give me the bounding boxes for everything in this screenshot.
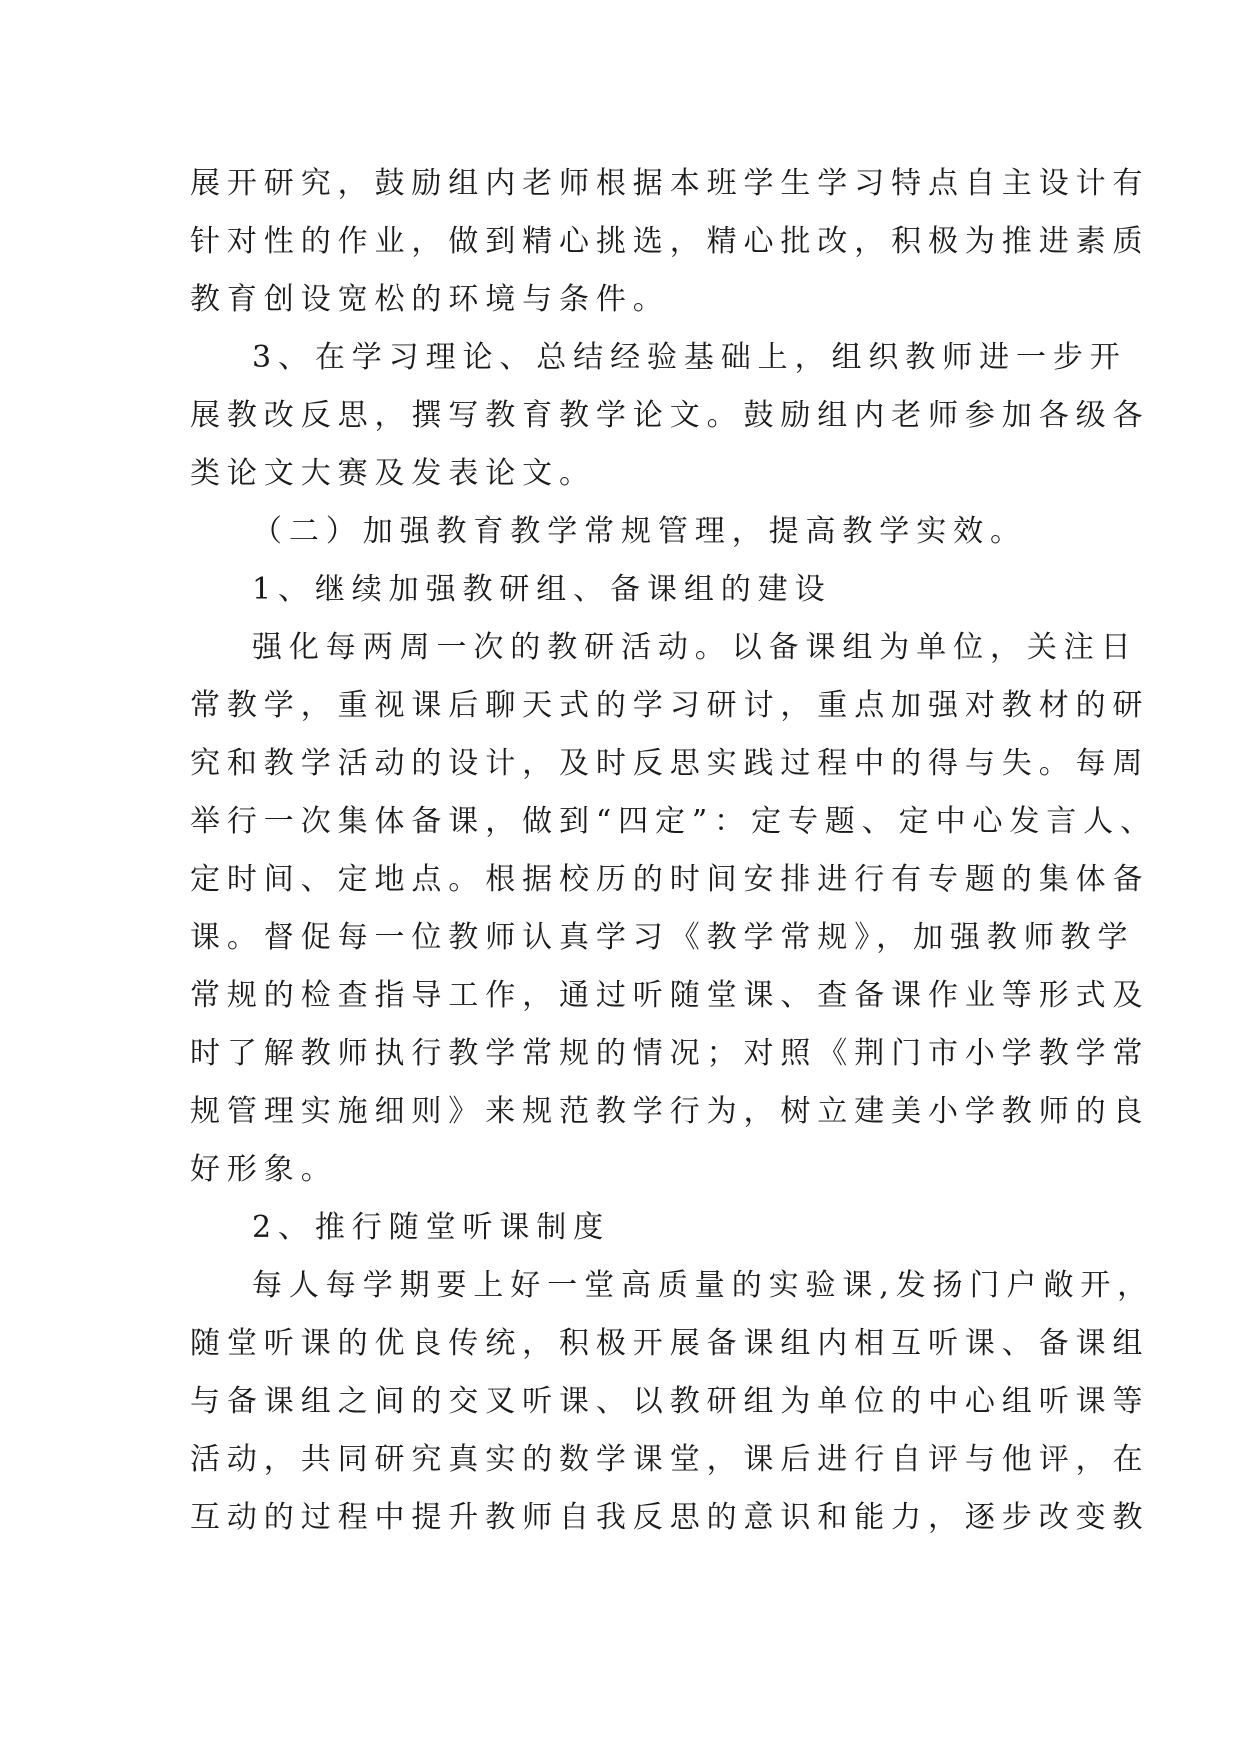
text-line: 教育创设宽松的环境与条件。 [190,282,670,317]
text-line: 常规的检查指导工作，通过听随堂课、查备课作业等形式及 [190,978,1150,1013]
text-line: 课。督促每一位教师认真学习《教学常规》，加强教师教学 [190,920,1135,955]
subsection-heading: 2、推行随堂听课制度 [252,1210,611,1245]
paragraph-start-line: 3、在学习理论、总结经验基础上，组织教师进一步开 [252,340,1127,375]
text-line: 时了解教师执行教学常规的情况；对照《荆门市小学教学常 [190,1036,1150,1071]
text-line: 常教学，重视课后聊天式的学习研讨，重点加强对教材的研 [190,688,1150,723]
text-line: 活动，共同研究真实的数学课堂，课后进行自评与他评，在 [190,1442,1150,1477]
text-line: 展开研究，鼓励组内老师根据本班学生学习特点自主设计有 [190,166,1150,201]
section-heading: （二）加强教育教学常规管理，提高教学实效。 [252,514,1027,549]
text-line: 随堂听课的优良传统，积极开展备课组内相互听课、备课组 [190,1326,1150,1361]
text-line: 规管理实施细则》来规范教学行为，树立建美小学教师的良 [190,1094,1150,1129]
text-line: 究和教学活动的设计，及时反思实践过程中的得与失。每周 [190,746,1150,781]
text-line: 举行一次集体备课，做到“四定”：定专题、定中心发言人、 [190,804,1157,839]
paragraph-start-line: 强化每两周一次的教研活动。以备课组为单位，关注日 [252,630,1138,665]
text-line: 针对性的作业，做到精心挑选，精心批改，积极为推进素质 [190,224,1150,259]
text-line: 类论文大赛及发表论文。 [190,456,596,491]
subsection-heading: 1、继续加强教研组、备课组的建设 [252,572,832,607]
text-line: 展教改反思，撰写教育教学论文。鼓励组内老师参加各级各 [190,398,1150,433]
text-line: 互动的过程中提升教师自我反思的意识和能力，逐步改变教 [190,1500,1150,1535]
text-line: 与备课组之间的交叉听课、以教研组为单位的中心组听课等 [190,1384,1150,1419]
text-line: 好形象。 [190,1152,338,1187]
text-line: 定时间、定地点。根据校历的时间安排进行有专题的集体备 [190,862,1150,897]
paragraph-start-line: 每人每学期要上好一堂高质量的实验课,发扬门户敞开， [252,1268,1155,1303]
